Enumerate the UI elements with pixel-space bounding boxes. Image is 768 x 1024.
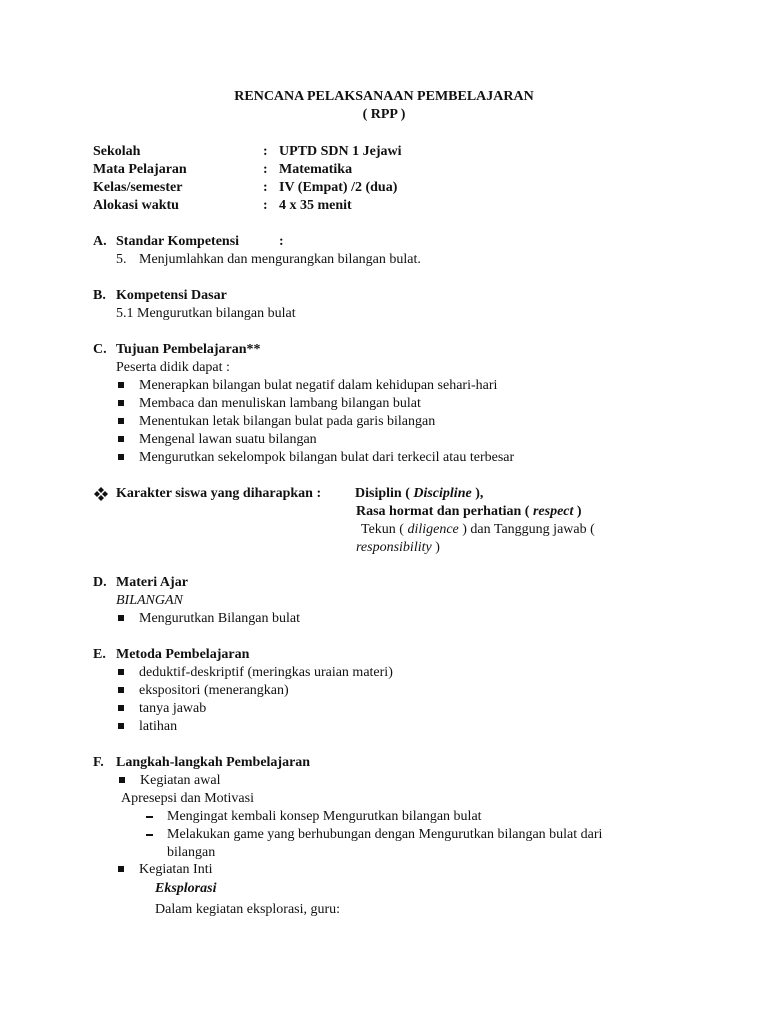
- section-e-letter: E.: [93, 647, 106, 662]
- karakter-heading: Karakter siswa yang diharapkan :: [116, 486, 322, 501]
- bullet-icon: [118, 615, 124, 621]
- list-item: Mengingat kembali konsep Mengurutkan bilangan bulat: [167, 809, 482, 824]
- document-title: RENCANA PELAKSANAAN PEMBELAJARAN: [234, 89, 534, 104]
- karakter-line-4: responsibility ): [356, 540, 440, 555]
- dash-bullet-icon: [146, 834, 153, 836]
- list-item: latihan: [139, 719, 178, 734]
- list-item: Menerapkan bilangan bulat negatif dalam kehidupan sehari-hari: [139, 378, 498, 393]
- identity-colon: :: [263, 198, 268, 213]
- bullet-icon: [118, 669, 124, 675]
- section-e-heading: Metoda Pembelajaran: [116, 647, 250, 662]
- section-d-heading: Materi Ajar: [116, 575, 188, 590]
- eksplorasi-heading: Eksplorasi: [155, 881, 217, 896]
- identity-label-school: Sekolah: [93, 144, 141, 159]
- eksplorasi-text: Dalam kegiatan eksplorasi, guru:: [155, 902, 341, 917]
- karakter-line-3: Tekun ( diligence ) dan Tanggung jawab (: [361, 522, 595, 537]
- section-b-item-text: 5.1 Mengurutkan bilangan bulat: [116, 306, 296, 321]
- section-f-letter: F.: [93, 755, 104, 770]
- bullet-icon: [119, 777, 125, 783]
- section-b-letter: B.: [93, 288, 106, 303]
- list-item: ekspositori (menerangkan): [139, 683, 289, 698]
- section-c-intro: Peserta didik dapat :: [116, 360, 230, 375]
- section-c-letter: C.: [93, 342, 107, 357]
- bullet-icon: [118, 436, 124, 442]
- identity-value-school: UPTD SDN 1 Jejawi: [279, 144, 402, 159]
- bullet-icon: [118, 418, 124, 424]
- karakter-line-1: Disiplin ( Discipline ),: [355, 486, 484, 501]
- list-item: Mengurutkan sekelompok bilangan bulat dari terkecil atau terbesar: [139, 450, 515, 465]
- list-item: Mengenal lawan suatu bilangan: [139, 432, 317, 447]
- section-a-item-number: 5.: [116, 252, 127, 267]
- karakter-line-2: Rasa hormat dan perhatian ( respect ): [356, 504, 582, 519]
- diamond-bullet-icon: [94, 487, 108, 501]
- identity-colon: :: [263, 162, 268, 177]
- list-item: Membaca dan menuliskan lambang bilangan bulat: [139, 396, 421, 411]
- section-a-heading: Standar Kompetensi: [116, 234, 240, 249]
- bullet-icon: [118, 382, 124, 388]
- identity-value-subject: Matematika: [279, 162, 353, 177]
- bullet-icon: [118, 454, 124, 460]
- list-item: Mengurutkan Bilangan bulat: [139, 611, 300, 626]
- identity-label-subject: Mata Pelajaran: [93, 162, 187, 177]
- section-b-heading: Kompetensi Dasar: [116, 288, 227, 303]
- section-d-subheading: BILANGAN: [116, 593, 183, 608]
- apersepsi-label: Apresepsi dan Motivasi: [121, 791, 254, 806]
- identity-colon: :: [263, 180, 268, 195]
- section-a-letter: A.: [93, 234, 107, 249]
- section-f-heading: Langkah-langkah Pembelajaran: [116, 755, 311, 770]
- bullet-icon: [118, 866, 124, 872]
- list-item: tanya jawab: [139, 701, 207, 716]
- identity-colon: :: [263, 144, 268, 159]
- kegiatan-inti: Kegiatan Inti: [139, 862, 213, 877]
- identity-value-class: IV (Empat) /2 (dua): [279, 180, 398, 195]
- bullet-icon: [118, 687, 124, 693]
- section-c-heading: Tujuan Pembelajaran**: [116, 342, 261, 357]
- section-a-colon: :: [279, 234, 284, 249]
- kegiatan-awal: Kegiatan awal: [140, 773, 221, 788]
- list-item-continuation: bilangan: [167, 845, 216, 860]
- section-a-item-text: Menjumlahkan dan mengurangkan bilangan bulat.: [139, 252, 421, 267]
- bullet-icon: [118, 400, 124, 406]
- identity-value-time: 4 x 35 menit: [279, 198, 352, 213]
- identity-label-class: Kelas/semester: [93, 180, 183, 195]
- list-item: Menentukan letak bilangan bulat pada garis bilangan: [139, 414, 436, 429]
- section-d-letter: D.: [93, 575, 107, 590]
- bullet-icon: [118, 723, 124, 729]
- dash-bullet-icon: [146, 816, 153, 818]
- identity-label-time: Alokasi waktu: [93, 198, 179, 213]
- bullet-icon: [118, 705, 124, 711]
- document-subtitle: ( RPP ): [362, 107, 406, 122]
- list-item: deduktif-deskriptif (meringkas uraian materi): [139, 665, 393, 680]
- list-item: Melakukan game yang berhubungan dengan Mengurutkan bilangan bulat dari: [167, 827, 603, 842]
